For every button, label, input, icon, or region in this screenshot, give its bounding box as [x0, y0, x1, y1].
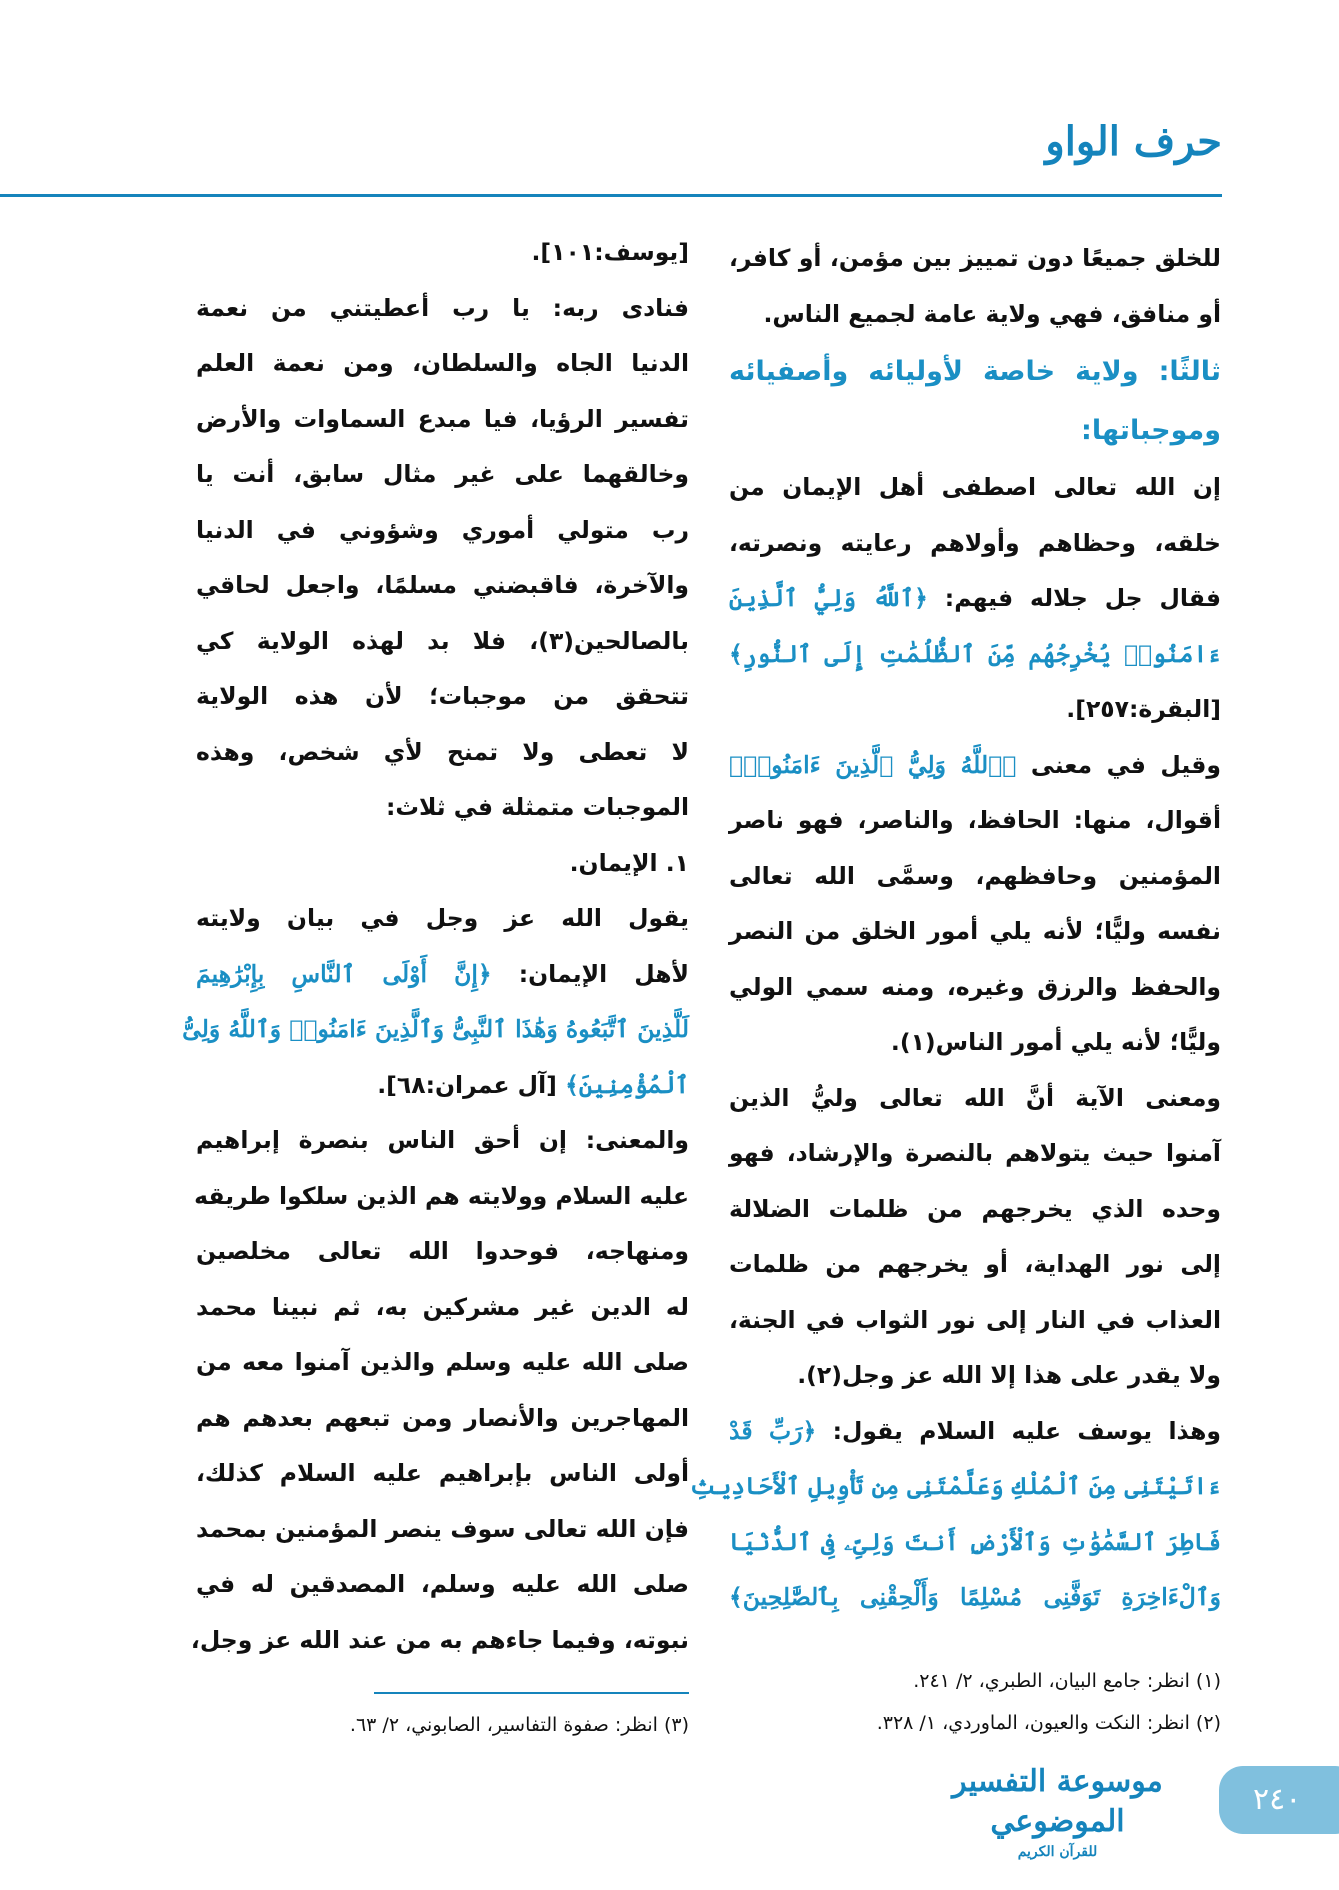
text-line [196, 1224, 689, 1280]
right-column [689, 231, 1221, 1626]
text-segment: له الدين غير مشركين به، ثم نبينا محمد [196, 1292, 689, 1321]
text-segment: [يوسف:١٠١]. [531, 238, 689, 266]
right-footnotes [729, 1660, 1221, 1744]
text-segment: نبوته، وفيما جاءهم به من عند الله عز وجل، [190, 1625, 689, 1654]
text-line [196, 780, 689, 836]
text-line [729, 627, 1221, 683]
text-line [196, 281, 689, 337]
text-line [729, 793, 1221, 849]
text-segment: أقوال، منها: الحافظ، والناصر، فهو ناصر [729, 806, 1221, 834]
text-line [729, 1015, 1221, 1071]
text-line [729, 682, 1221, 738]
text-line [196, 392, 689, 448]
quran-verse: ﴿ٱللَّهُ وَلِيُّ ٱلَّذِينَ ءَامَنُوا۟﴾ [729, 750, 1017, 779]
text-segment: آمنوا حيث يتولاهم بالنصرة والإرشاد، فهو [729, 1139, 1221, 1167]
text-line [729, 1348, 1221, 1404]
text-segment: ومعنى الآية أنَّ الله تعالى وليُّ الذين [729, 1083, 1221, 1112]
text-line [689, 1459, 1221, 1515]
text-segment: فإن الله تعالى سوف ينصر المؤمنين بمحمد [196, 1514, 689, 1543]
text-segment: فقال جل جلاله فيهم: [927, 584, 1221, 612]
text-segment: عليه السلام وولايته هم الذين سلكوا طريقه [194, 1181, 689, 1210]
quran-verse: فَاطِرَ ٱلسَّمَٰوَٰتِ وَٱلْأَرْضِ أَنتَ وَلِىِّۦ فِى ٱلدُّنْيَا [729, 1527, 1221, 1556]
text-line [729, 960, 1221, 1016]
section-heading-line [729, 401, 1221, 460]
text-line [196, 1113, 689, 1169]
text-segment: للخلق جميعًا دون تمييز بين مؤمن، أو كافر، [729, 244, 1221, 272]
text-segment: العذاب في النار إلى نور الثواب في الجنة، [729, 1305, 1221, 1334]
text-line [729, 1570, 1221, 1626]
text-line [196, 614, 689, 670]
left-column [182, 225, 689, 1668]
text-segment: صلى الله عليه وسلم والذين آمنوا معه من [196, 1348, 689, 1376]
footnote: (٢) انظر: النكت والعيون، الماوردي، ١/ ٣٢٨. [876, 1712, 1221, 1734]
section-heading-line [729, 342, 1221, 401]
text-line [196, 725, 689, 781]
text-segment: إلى نور الهداية، أو يخرجهم من ظلمات [729, 1250, 1221, 1278]
text-line [729, 231, 1221, 287]
text-segment: الدنيا الجاه والسلطان، ومن نعمة العلم [196, 349, 689, 377]
text-segment: تفسير الرؤيا، فيا مبدع السماوات والأرض [196, 404, 689, 433]
text-line [729, 460, 1221, 516]
text-line [196, 1335, 689, 1391]
quran-verse: ﴿إِنَّ أَوْلَى ٱلنَّاسِ بِإِبْرَٰهِيمَ [196, 959, 492, 988]
text-segment: بالصالحين(٣)، فلا بد لهذه الولاية كي [196, 626, 689, 655]
text-line [196, 503, 689, 559]
text-line [729, 1293, 1221, 1349]
text-line [729, 904, 1221, 960]
text-segment: ثالثًا: ولاية خاصة لأوليائه وأصفيائه [729, 356, 1221, 387]
logo-title: موسوعة التفسير الموضوعي [952, 1764, 1163, 1839]
text-segment: وقيل في معنى [1016, 750, 1221, 779]
text-line [196, 447, 689, 503]
text-line [729, 287, 1221, 343]
text-line [196, 1557, 689, 1613]
text-line [196, 1169, 689, 1225]
text-segment: إن الله تعالى اصطفى أهل الإيمان من [729, 473, 1221, 501]
quran-verse: ٱلْمُؤْمِنِينَ﴾ [565, 1070, 689, 1099]
text-segment: والمعنى: إن أحق الناس بنصرة إبراهيم [196, 1126, 689, 1154]
text-segment: ومنهاجه، فوحدوا الله تعالى مخلصين [196, 1237, 689, 1265]
text-segment: ولا يقدر على هذا إلا الله عز وجل(٢). [797, 1361, 1221, 1389]
footnote: (٣) انظر: صفوة التفاسير، الصابوني، ٢/ ٦٣. [349, 1714, 689, 1736]
text-line [196, 1280, 689, 1336]
text-segment: ١. الإيمان. [569, 848, 689, 877]
text-line [196, 947, 689, 1003]
text-line [196, 891, 689, 947]
text-line [729, 738, 1221, 794]
text-segment: فنادى ربه: يا رب أعطيتني من نعمة [196, 293, 689, 322]
quran-verse: ءَاتَيْتَنِى مِنَ ٱلْمُلْكِ وَعَلَّمْتَنِى مِن تَأْوِيلِ ٱلْأَحَادِيثِ [689, 1472, 1221, 1500]
text-line [196, 1502, 689, 1558]
text-line [729, 1071, 1221, 1127]
left-footnotes [196, 1704, 689, 1746]
text-line [729, 1237, 1221, 1293]
text-line [196, 225, 689, 281]
text-line [182, 1002, 689, 1058]
text-segment: أو منافق، فهي ولاية عامة لجميع الناس. [763, 299, 1221, 328]
text-line [729, 1515, 1221, 1571]
page-number: ٢٤٠ [1253, 1782, 1302, 1817]
text-line [190, 1613, 689, 1669]
text-segment: وحده الذي يخرجهم من ظلمات الضلالة [729, 1194, 1221, 1223]
text-segment: المؤمنين وحافظهم، وسمَّى الله تعالى [729, 861, 1221, 890]
text-segment: [آل عمران:٦٨]. [377, 1070, 566, 1099]
logo-subtitle: للقرآن الكريم [1017, 1844, 1098, 1860]
text-line [196, 669, 689, 725]
text-segment: وليًّا؛ لأنه يلي أمور الناس(١). [890, 1028, 1221, 1056]
text-segment: رب متولي أموري وشؤوني في الدنيا [196, 515, 689, 544]
chapter-title: حرف الواو [1045, 118, 1222, 165]
text-line [729, 516, 1221, 572]
quran-verse: وَٱلْءَاخِرَةِ تَوَفَّنِى مُسْلِمًا وَأَلْحِقْنِى بِٱلصَّٰلِحِينَ﴾ [729, 1583, 1221, 1611]
text-segment: والآخرة، فاقبضني مسلمًا، واجعل لحاقي [196, 571, 689, 599]
text-segment: وهذا يوسف عليه السلام يقول: [816, 1416, 1221, 1445]
text-segment: الموجبات متمثلة في ثلاث: [385, 793, 689, 821]
text-line [729, 849, 1221, 905]
text-line [196, 1391, 689, 1447]
text-segment: صلى الله عليه وسلم، المصدقين له في [196, 1570, 689, 1598]
text-segment: وخالقهما على غير مثال سابق، أنت يا [196, 460, 689, 488]
text-line [196, 1446, 689, 1502]
text-segment: لا تعطى ولا تمنح لأي شخص، وهذه [196, 737, 689, 766]
footnote-divider [374, 1692, 689, 1694]
text-segment: المهاجرين والأنصار ومن تبعهم بعدهم هم [196, 1403, 689, 1432]
text-segment: وموجباتها: [1081, 415, 1221, 446]
text-line [729, 1404, 1221, 1460]
quran-verse: ﴿رَبِّ قَدْ [729, 1416, 817, 1445]
quran-verse: ءَامَنُوا۟ يُخْرِجُهُم مِّنَ ٱلظُّلُمَٰتِ إِلَى ٱلنُّورِ﴾ [729, 639, 1221, 668]
text-segment: نفسه وليًّا؛ لأنه يلي أمور الخلق من النصر [729, 917, 1221, 945]
footnote: (١) انظر: جامع البيان، الطبري، ٢/ ٢٤١. [913, 1670, 1221, 1692]
quran-verse: ﴿ٱللَّهُ وَلِيُّ ٱلَّذِينَ [729, 584, 928, 612]
text-line [196, 336, 689, 392]
text-segment: خلقه، وحظاهم وأولاهم رعايته ونصرته، [729, 528, 1221, 557]
encyclopedia-logo [935, 1762, 1180, 1862]
text-segment: والحفظ والرزق وغيره، ومنه سمي الولي [729, 972, 1221, 1001]
text-line [196, 1058, 689, 1114]
text-segment: لأهل الإيمان: [491, 959, 689, 988]
text-segment: [البقرة:٢٥٧]. [1066, 695, 1221, 723]
quran-verse: لَلَّذِينَ ٱتَّبَعُوهُ وَهَٰذَا ٱلنَّبِىُّ وَٱلَّذِينَ ءَامَنُوا۟ وَٱللَّهُ وَلِىُّ [182, 1015, 689, 1043]
text-line [196, 836, 689, 892]
text-line [729, 1182, 1221, 1238]
text-line [729, 571, 1221, 627]
text-segment: تتحقق من موجبات؛ لأن هذه الولاية [196, 682, 689, 710]
text-line [196, 558, 689, 614]
page-number-badge [1219, 1766, 1339, 1834]
text-segment: يقول الله عز وجل في بيان ولايته [196, 904, 689, 932]
text-line [729, 1126, 1221, 1182]
text-segment: أولى الناس بإبراهيم عليه السلام كذلك، [196, 1459, 689, 1487]
header-rule [0, 194, 1222, 197]
